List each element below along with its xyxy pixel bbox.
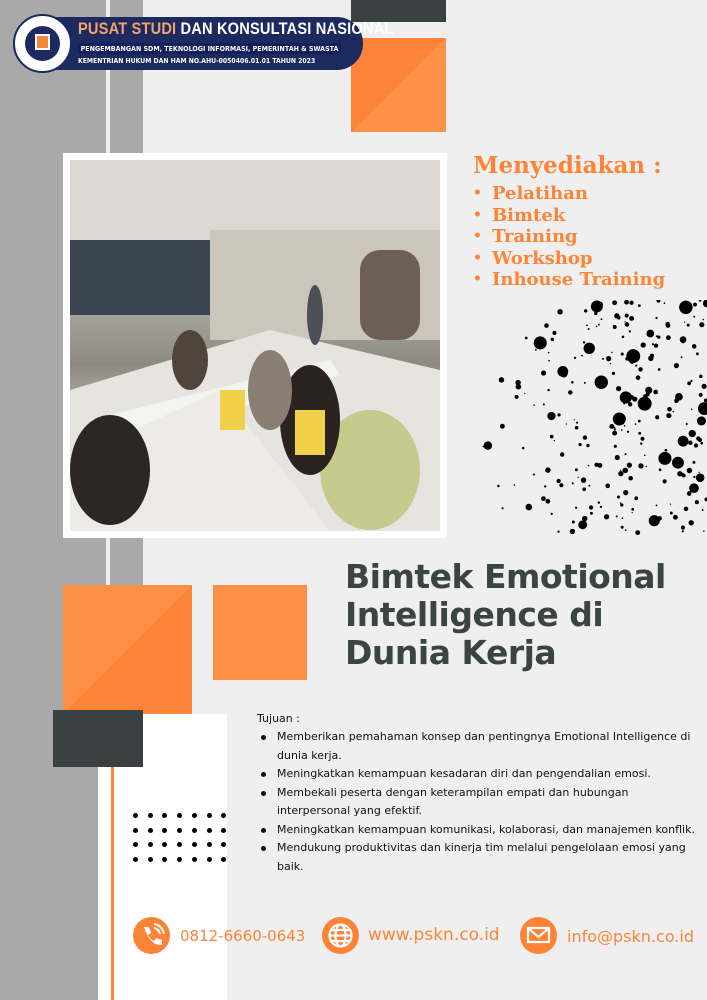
ink-drop <box>629 403 630 404</box>
ink-drop <box>605 483 610 488</box>
ink-drop <box>629 330 631 332</box>
ink-drop <box>635 530 640 535</box>
ink-drop <box>623 490 628 495</box>
ink-drop <box>611 352 612 353</box>
ink-drop <box>548 360 550 362</box>
ink-drop <box>696 436 700 440</box>
ink-drop <box>698 472 699 473</box>
ink-drop <box>551 513 553 515</box>
ink-drop <box>543 403 545 405</box>
ink-drop <box>625 453 627 455</box>
ink-drop <box>515 395 519 399</box>
ink-drop <box>699 322 704 327</box>
ink-drop <box>598 324 600 326</box>
ink-drop <box>576 422 578 424</box>
ink-drop <box>629 316 634 321</box>
goal-item: Meningkatkan kemampuan komunikasi, kolaborasi, dan manajemen konflik. <box>258 821 698 840</box>
ink-drop <box>581 477 586 482</box>
grid-dot <box>207 813 212 818</box>
ink-drop <box>534 336 547 349</box>
ink-drop <box>621 526 624 529</box>
offer-item: • Training <box>473 227 665 249</box>
ink-drop <box>559 483 563 487</box>
ink-drop <box>548 352 550 354</box>
ink-drop <box>684 321 685 322</box>
ink-drop <box>522 447 525 450</box>
ink-drop <box>686 423 688 425</box>
ink-drop <box>681 356 683 358</box>
ink-drop <box>614 313 619 318</box>
ink-drop <box>583 341 585 343</box>
grid-dot <box>192 857 197 862</box>
ink-drop <box>554 440 555 441</box>
ink-drop <box>623 403 625 405</box>
ink-drop <box>620 503 623 506</box>
org-logo <box>13 14 72 73</box>
grid-dot <box>192 828 197 833</box>
grid-dot <box>221 857 226 862</box>
ink-drop <box>596 326 598 328</box>
ink-drop <box>570 529 575 534</box>
ink-drop <box>700 442 703 445</box>
ink-drop <box>525 337 528 340</box>
ink-drop <box>627 463 632 468</box>
ink-drop <box>638 463 643 468</box>
ink-drop <box>692 344 697 349</box>
ink-drop <box>575 468 578 471</box>
grid-dot <box>207 857 212 862</box>
ink-drop <box>679 301 692 314</box>
ink-drop <box>638 432 641 435</box>
ink-drop <box>584 343 595 354</box>
grid-dot <box>192 813 197 818</box>
ink-drop <box>618 471 623 476</box>
ink-splatter-decoration <box>460 300 707 540</box>
ink-drop <box>702 319 704 321</box>
ink-drop <box>497 485 499 487</box>
org-tagline: PENGEMBANGAN SDM, TEKNOLOGI INFORMASI, PEMERINTAH & SWASTA <box>78 43 341 54</box>
ink-drop <box>621 353 624 356</box>
ink-drop <box>638 420 641 423</box>
ink-drop <box>644 455 646 457</box>
ink-drop <box>687 324 690 327</box>
ink-drop <box>624 425 626 427</box>
email-link[interactable]: info@pskn.co.id <box>567 927 694 946</box>
ink-drop <box>638 397 652 411</box>
ink-drop <box>682 530 684 532</box>
ink-drop <box>646 330 654 338</box>
ink-drop <box>694 443 698 447</box>
ink-drop <box>625 322 630 327</box>
ink-drop <box>664 302 666 304</box>
grid-dot <box>192 842 197 847</box>
ink-drop <box>659 468 662 471</box>
grid-dot <box>177 857 182 862</box>
ink-drop <box>632 512 633 513</box>
ink-drop <box>702 384 707 389</box>
grid-dot <box>177 828 182 833</box>
ink-drop <box>533 404 535 406</box>
ink-drop <box>577 477 578 478</box>
ink-drop <box>499 377 504 382</box>
ink-drop <box>616 386 621 391</box>
ink-drop <box>602 358 604 360</box>
ink-drop <box>623 468 629 474</box>
ink-drop <box>691 409 693 411</box>
ink-drop <box>629 301 633 305</box>
ink-drop <box>586 324 588 326</box>
ink-drop <box>544 323 549 328</box>
ink-drop <box>687 491 692 496</box>
ink-drop <box>590 512 593 515</box>
ink-drop <box>688 441 693 446</box>
ink-drop <box>634 496 638 500</box>
ink-drop <box>541 496 546 501</box>
ink-drop <box>586 444 589 447</box>
ink-drop <box>581 355 583 357</box>
ink-drop <box>622 336 625 339</box>
ink-drop <box>654 343 658 347</box>
ink-drop <box>614 445 617 448</box>
ink-drop <box>670 512 673 515</box>
ink-drop <box>584 382 586 384</box>
ink-drop <box>588 465 590 467</box>
ink-drop <box>689 520 694 525</box>
ink-drop <box>515 380 521 386</box>
ink-drop <box>656 300 660 303</box>
ink-drop <box>601 318 603 320</box>
orange-square-small <box>213 585 307 680</box>
ink-drop <box>635 364 637 366</box>
ink-drop <box>552 331 556 335</box>
ink-drop <box>545 467 550 472</box>
ink-drop <box>583 525 585 527</box>
ink-drop <box>693 316 695 318</box>
ink-drop <box>557 309 562 314</box>
ink-drop <box>545 499 550 504</box>
ink-drop <box>550 435 554 439</box>
ink-drop <box>657 417 659 419</box>
ink-drop <box>627 431 629 433</box>
ink-drop <box>636 375 641 380</box>
ink-drop <box>588 328 590 330</box>
ink-drop <box>575 426 579 430</box>
ink-drop <box>620 502 622 504</box>
ink-drop <box>699 375 702 378</box>
ink-drop <box>598 501 600 503</box>
ink-drop <box>547 412 555 420</box>
ink-drop <box>533 473 535 475</box>
ink-drop <box>572 521 575 524</box>
ink-drop <box>702 509 704 511</box>
ink-drop <box>646 466 647 467</box>
goal-item: Membekali peserta dengan keterampilan empati dan hubungan interpersonal yang efektif. <box>258 784 698 821</box>
ink-drop <box>613 325 617 329</box>
offer-item: • Pelatihan <box>473 184 665 206</box>
ink-drop <box>674 398 679 403</box>
goals-label: Tujuan : <box>257 712 300 725</box>
ink-drop <box>612 300 617 305</box>
ink-drop <box>665 449 668 452</box>
ink-drop <box>698 402 707 415</box>
ink-drop <box>615 455 620 460</box>
grid-dot <box>207 828 212 833</box>
ink-drop <box>692 461 695 464</box>
ink-drop <box>557 413 560 416</box>
offer-list <box>473 184 665 292</box>
grid-dot <box>148 828 153 833</box>
ink-drop <box>535 349 537 351</box>
ink-drop <box>687 381 691 385</box>
offer-item: • Inhouse Training <box>473 270 665 292</box>
ink-drop <box>547 389 549 391</box>
grid-dot <box>133 857 138 862</box>
grid-dot <box>133 828 138 833</box>
ink-drop <box>653 390 658 395</box>
ink-drop <box>689 430 696 437</box>
ink-drop <box>628 476 633 481</box>
ink-drop <box>568 390 572 394</box>
ink-drop <box>624 300 629 305</box>
offer-heading: Menyediakan : <box>473 152 662 179</box>
ink-drop <box>658 452 671 465</box>
ink-drop <box>662 479 666 483</box>
ink-drop <box>703 300 707 307</box>
ink-drop <box>557 479 561 483</box>
ink-drop <box>693 303 697 307</box>
ink-drop <box>572 482 574 484</box>
ink-drop <box>629 395 634 400</box>
ink-drop <box>620 470 621 471</box>
offer-item: • Workshop <box>473 249 665 271</box>
ink-drop <box>622 517 624 519</box>
ink-drop <box>606 356 611 361</box>
training-photo <box>70 160 440 531</box>
ink-drop <box>693 476 695 478</box>
ink-drop <box>583 435 587 439</box>
ink-drop <box>631 350 636 355</box>
ink-drop <box>566 423 567 424</box>
grid-dot <box>148 842 153 847</box>
ink-drop <box>600 506 602 508</box>
orange-square-top <box>351 38 446 132</box>
grid-dot <box>148 857 153 862</box>
ink-drop <box>630 360 634 364</box>
ink-drop <box>696 473 705 482</box>
goals-list <box>258 728 698 876</box>
ink-drop <box>638 304 641 307</box>
phone-icon <box>133 917 170 954</box>
ink-drop <box>541 370 546 375</box>
email-icon <box>520 917 557 954</box>
ink-drop <box>612 431 617 436</box>
ink-drop <box>524 393 525 394</box>
ink-drop <box>703 530 704 531</box>
grid-dot <box>221 828 226 833</box>
ink-drop <box>574 419 575 420</box>
ink-drop <box>674 363 679 368</box>
ink-drop <box>677 471 682 476</box>
ink-drop <box>682 340 685 343</box>
globe-icon <box>322 917 359 954</box>
ink-drop <box>551 338 554 341</box>
grid-dot <box>148 813 153 818</box>
ink-drop <box>574 357 576 359</box>
ink-drop <box>594 463 598 467</box>
ink-drop <box>699 393 703 397</box>
ink-drop <box>609 424 614 429</box>
ink-drop <box>666 413 671 418</box>
ink-drop <box>672 457 684 469</box>
ink-drop <box>500 424 505 429</box>
phone-number[interactable]: 0812-6660-0643 <box>180 927 306 945</box>
grid-dot <box>207 842 212 847</box>
goal-item: Meningkatkan kemampuan kesadaran diri dan pengendalian emosi. <box>258 765 698 784</box>
ink-drop <box>560 452 564 456</box>
ink-drop <box>658 368 661 371</box>
ink-drop <box>578 443 581 446</box>
ink-drop <box>635 423 637 425</box>
ink-drop <box>656 335 658 337</box>
ink-drop <box>612 372 615 375</box>
ink-drop <box>613 412 626 425</box>
ink-drop <box>656 504 658 506</box>
ink-drop <box>594 312 597 315</box>
ink-drop <box>621 429 623 431</box>
ink-drop <box>666 323 671 328</box>
ink-drop <box>544 485 546 487</box>
ink-drop <box>640 442 642 444</box>
ink-drop <box>557 531 559 533</box>
orange-square-large <box>63 585 192 714</box>
ink-drop <box>638 367 643 372</box>
ink-drop <box>687 468 693 474</box>
ink-drop <box>678 436 689 447</box>
ink-drop <box>604 514 609 519</box>
ink-drop <box>667 407 672 412</box>
ink-drop <box>560 370 567 377</box>
ink-drop <box>697 416 706 425</box>
ink-drop <box>502 507 504 509</box>
dark-square <box>53 710 143 767</box>
ink-drop <box>673 515 678 520</box>
ink-drop <box>582 487 586 491</box>
ink-drop <box>655 317 657 319</box>
ink-drop <box>598 302 603 307</box>
orange-vertical-line <box>111 767 114 1000</box>
ink-drop <box>684 507 689 512</box>
ink-drop <box>699 300 702 302</box>
ink-drop <box>526 504 533 511</box>
ink-drop <box>696 352 699 355</box>
website-link[interactable]: www.pskn.co.id <box>368 925 500 945</box>
ink-drop <box>589 505 593 509</box>
goal-item: Mendukung produktivitas dan kinerja tim melalui pengelolaan emosi yang baik. <box>258 839 698 876</box>
ink-drop <box>484 441 492 449</box>
ink-drop <box>588 485 590 487</box>
ink-drop <box>578 520 587 529</box>
org-legal: KEMENTRIAN HUKUM DAN HAM NO.AHU-0050406.01.01 TAHUN 2023 <box>78 56 316 65</box>
ink-drop <box>695 500 699 504</box>
ink-drop <box>666 335 671 340</box>
ink-drop <box>617 495 620 498</box>
ink-drop <box>645 387 652 394</box>
ink-drop <box>649 515 660 526</box>
ink-drop <box>652 343 654 345</box>
ink-drop <box>681 526 685 530</box>
ink-drop <box>670 504 671 505</box>
ink-drop <box>650 354 654 358</box>
org-name: PUSAT STUDI DAN KONSULTASI NASIONAL <box>78 19 394 38</box>
ink-drop <box>690 380 692 382</box>
ink-drop <box>641 437 645 441</box>
page-title: Bimtek Emotional Intelligence di Dunia Kerja <box>345 557 666 672</box>
grid-dot <box>133 813 138 818</box>
ink-drop <box>689 483 699 493</box>
ink-drop <box>584 309 587 312</box>
ink-drop <box>614 428 616 430</box>
ink-drop <box>616 515 618 517</box>
ink-drop <box>610 363 611 364</box>
ink-drop <box>631 508 634 511</box>
ink-drop <box>625 529 627 531</box>
ink-drop <box>575 507 577 509</box>
ink-drop <box>672 411 674 413</box>
ink-drop <box>582 516 587 521</box>
ink-drop <box>571 381 574 384</box>
ink-drop <box>625 314 629 318</box>
ink-drop <box>595 376 608 389</box>
ink-drop <box>624 321 625 322</box>
ink-drop <box>514 484 516 486</box>
ink-drop <box>641 342 646 347</box>
offer-item: • Bimtek <box>473 206 665 228</box>
goal-item: Memberikan pemahaman konsep dan pentingnya Emotional Intelligence di dunia kerja. <box>258 728 698 765</box>
